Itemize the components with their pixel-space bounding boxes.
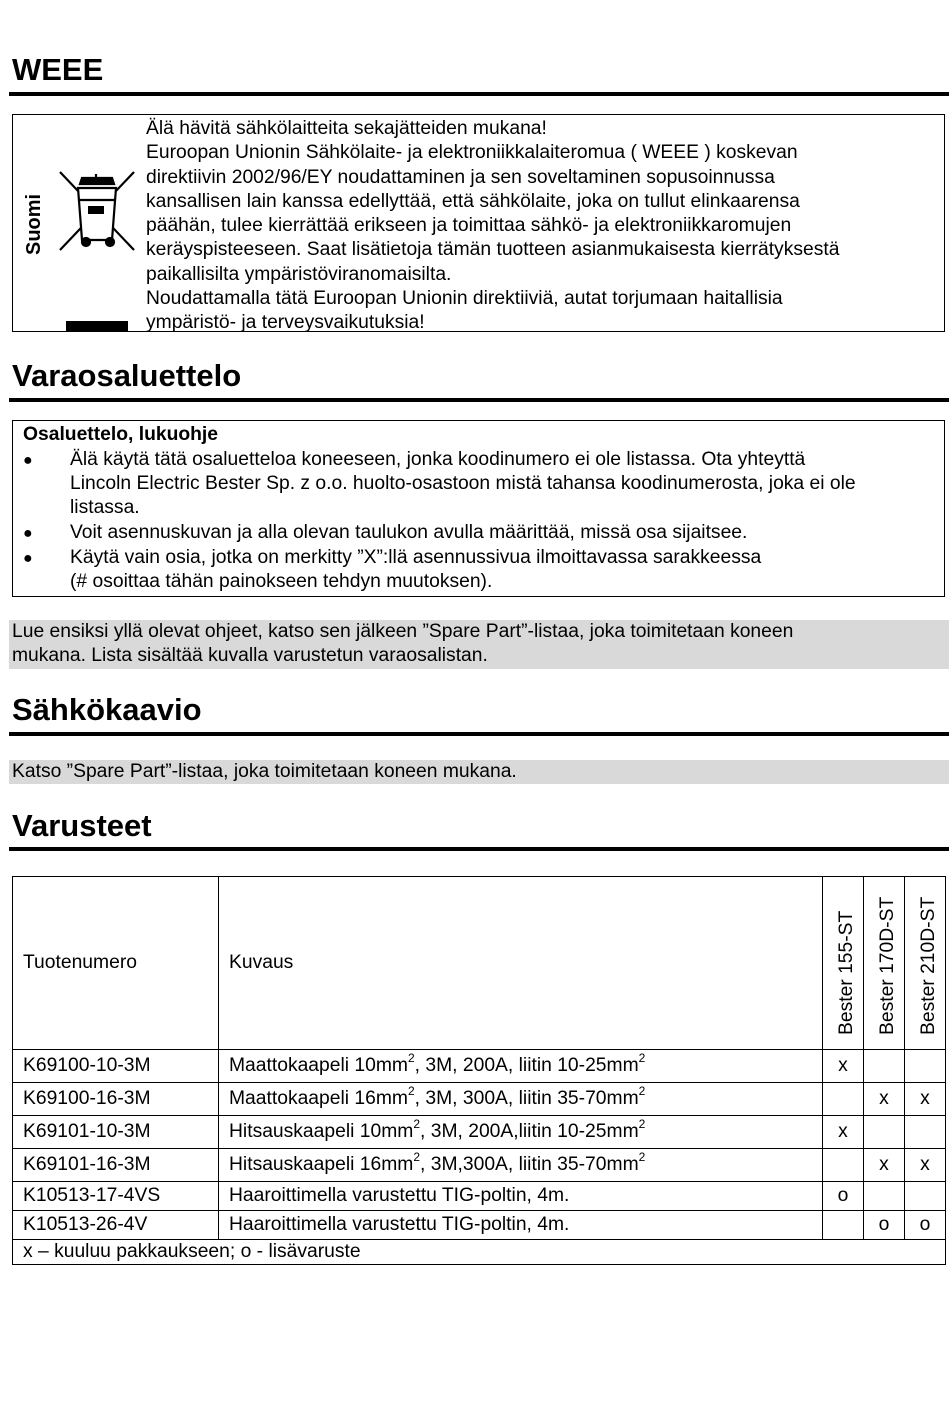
bullet-icon: ● [23,550,33,567]
desc-text: , 3M,300A, liitin 35-70mm [420,1154,639,1175]
cell-description [219,1211,823,1240]
superscript: 2 [638,1084,646,1098]
column-header-model-2 [864,877,905,1050]
table-header-row [13,877,946,1050]
bullet-line: Älä käytä tätä osaluetteloa koneeseen, jonka koodinumero ei ole listassa. Ota yhteyttä [70,449,806,470]
superscript: 2 [638,1051,646,1065]
cell-mark: x [823,1050,864,1083]
bullet-icon: ● [23,452,33,469]
weee-text-line: direktiivin 2002/96/EY noudattaminen ja sen soveltaminen sopusoinnussa [146,166,775,188]
cell-code: K69100-16-3M [13,1083,219,1116]
cell-mark: o [905,1211,946,1240]
section-rule [9,398,949,402]
cell-mark [864,1050,905,1083]
wiring-note [9,760,949,784]
model-label: Bester 170D-ST [877,896,898,1035]
cell-mark: o [864,1211,905,1240]
section-heading-wiring: Sähkökaavio [12,692,202,727]
column-header-model-3 [905,877,946,1050]
bullet-icon: ● [23,525,33,542]
desc-text: , 3M, 300A, liitin 35-70mm [414,1088,639,1109]
cell-description [219,1116,823,1149]
desc-text: Maattokaapeli 10mm [229,1055,408,1076]
section-heading-accessories: Varusteet [12,808,152,843]
section-rule [9,732,949,736]
bullet-line: (# osoittaa tähän painokseen tehdyn muutoksen). [70,571,493,592]
weee-text-line: paikallisilta ympäristöviranomaisilta. [146,263,452,285]
desc-text: , 3M, 200A, liitin 10-25mm [414,1055,639,1076]
weee-text-line: ympäristö- ja terveysvaikutuksia! [146,312,425,334]
section-rule [9,92,949,96]
cell-mark [823,1149,864,1182]
superscript: 2 [638,1117,646,1131]
cell-description [219,1083,823,1116]
note-line: Katso ”Spare Part”-listaa, joka toimitetaan koneen mukana. [12,761,517,782]
table-row [13,1116,946,1149]
table-row [13,1149,946,1182]
superscript: 2 [407,1051,415,1065]
weee-box [12,114,945,332]
weee-text-line: keräyspisteeseen. Saat lisätietoja tämän tuotteen asianmukaisesta kierrätyksestä [146,239,840,261]
cell-code: K69100-10-3M [13,1050,219,1083]
desc-text: , 3M, 200A,liitin 10-25mm [420,1121,639,1142]
cell-description [219,1182,823,1211]
column-header-code: Tuotenumero [13,877,219,1050]
cell-description [219,1050,823,1083]
table-row [13,1182,946,1211]
language-label: Suomi [23,193,45,255]
cell-mark [823,1211,864,1240]
cell-mark: x [823,1116,864,1149]
cell-mark [864,1116,905,1149]
table-row [13,1083,946,1116]
spare-parts-note [9,620,949,669]
weee-text-line: Noudattamalla tätä Euroopan Unionin direktiiviä, autat torjumaan haitallisia [146,288,783,310]
cell-mark: x [905,1083,946,1116]
accessories-table [12,876,946,1265]
table-legend: x – kuuluu pakkaukseen; o - lisävaruste [13,1240,946,1265]
superscript: 2 [638,1150,646,1164]
bullet-line: Lincoln Electric Bester Sp. z o.o. huolto-osastoon mistä tahansa koodinumerosta, joka ei ole [70,473,856,494]
cell-code: K69101-10-3M [13,1116,219,1149]
desc-text: Haaroittimella varustettu TIG-poltin, 4m. [229,1185,570,1206]
parts-instruction-box [12,420,945,597]
cell-mark: x [864,1083,905,1116]
cell-mark [905,1050,946,1083]
desc-text: Hitsauskaapeli 16mm [229,1154,414,1175]
cell-code: K10513-17-4VS [13,1182,219,1211]
superscript: 2 [413,1117,421,1131]
table-row [13,1211,946,1240]
cell-mark: x [905,1149,946,1182]
column-header-model-1 [823,877,864,1050]
desc-text: Haaroittimella varustettu TIG-poltin, 4m. [229,1214,570,1235]
model-label: Bester 155-ST [836,910,857,1035]
bullet-line: listassa. [70,497,140,518]
parts-box-title: Osaluettelo, lukuohje [23,424,218,445]
desc-text: Hitsauskaapeli 10mm [229,1121,414,1142]
cell-mark [905,1116,946,1149]
weee-text-line: Euroopan Unionin Sähkölaite- ja elektroniikkalaiteromua ( WEEE ) koskevan [146,142,798,164]
cell-mark: x [864,1149,905,1182]
cell-code: K69101-16-3M [13,1149,219,1182]
superscript: 2 [413,1150,421,1164]
weee-text-line: päähän, tulee kierrättää erikseen ja toimittaa sähkö- ja elektroniikkaromujen [146,215,792,237]
cell-code: K10513-26-4V [13,1211,219,1240]
section-heading-weee: WEEE [12,52,104,87]
bullet-line: Käytä vain osia, jotka on merkitty ”X”:llä asennussivua ilmoittavassa sarakkeessa [70,547,762,568]
crossed-out-wheelie-bin-icon [58,170,136,340]
cell-mark [905,1182,946,1211]
column-header-description: Kuvaus [219,877,823,1050]
model-label: Bester 210D-ST [918,896,939,1035]
weee-text-line: kansallisen lain kanssa edellyttää, että sähkölaite, joka on tullut elinkaarensa [146,190,800,212]
cell-mark [823,1083,864,1116]
bullet-line: Voit asennuskuvan ja alla olevan taulukon avulla määrittää, missä osa sijaitsee. [70,522,748,543]
cell-mark [864,1182,905,1211]
table-legend-row [13,1240,946,1265]
note-line: Lue ensiksi yllä olevat ohjeet, katso sen jälkeen ”Spare Part”-listaa, joka toimitetaan koneen [12,621,794,642]
superscript: 2 [407,1084,415,1098]
table-row [13,1050,946,1083]
note-line: mukana. Lista sisältää kuvalla varustetun varaosalistan. [12,645,488,667]
section-rule [9,847,949,851]
cell-mark: o [823,1182,864,1211]
weee-text-line: Älä hävitä sähkölaitteita sekajätteiden mukana! [146,118,547,139]
desc-text: Maattokaapeli 16mm [229,1088,408,1109]
section-heading-spare-parts: Varaosaluettelo [12,358,242,393]
cell-description [219,1149,823,1182]
